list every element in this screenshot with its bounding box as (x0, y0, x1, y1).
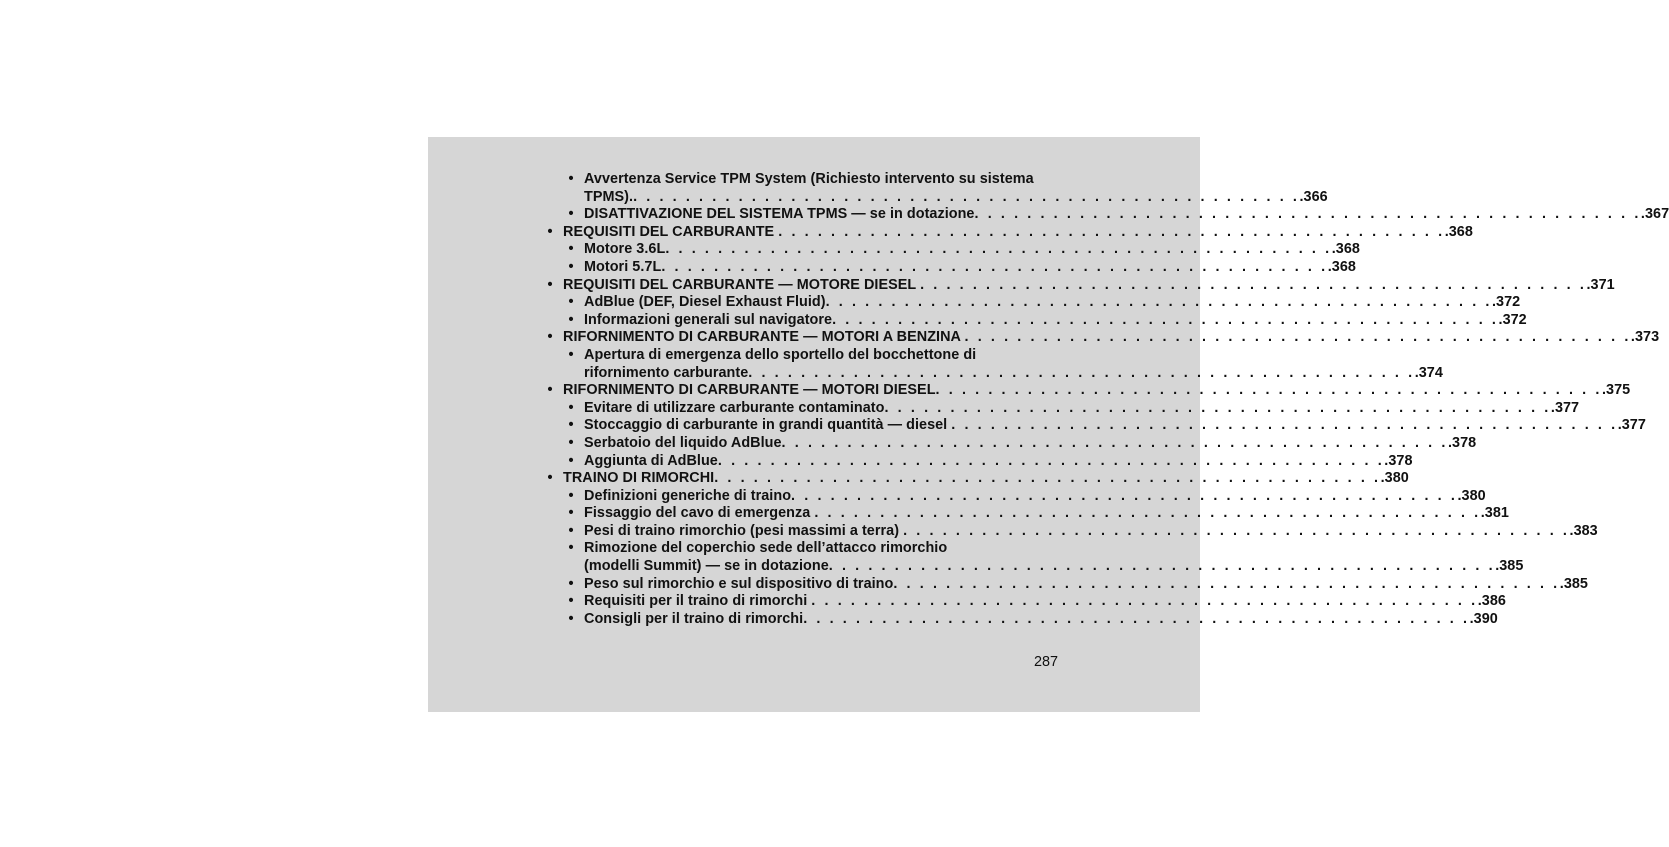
toc-page-ref: .368 (1331, 241, 1360, 258)
toc-entry (543, 223, 1473, 242)
toc-entry-title: REQUISITI DEL CARBURANTE — MOTORE DIESEL (563, 276, 921, 293)
page-number: 287 (1033, 654, 1058, 670)
toc-entry-title: Consigli per il traino di rimorchi (584, 610, 804, 627)
toc-page-ref: .390 (1469, 610, 1498, 627)
bullet-icon: • (568, 593, 574, 610)
toc-entry (543, 487, 1486, 506)
toc-page-ref: .377 (1617, 417, 1646, 434)
bullet-icon: • (568, 294, 574, 311)
toc-entry (543, 294, 1521, 312)
toc-entry (543, 610, 1498, 629)
dot-leader: . . . . . . . . . . . . . . . . . . . . . . . . . . . . . . . . . . . . . . . . . . . . . . . . . . . (951, 417, 1618, 434)
toc-page-ref: .368 (1327, 258, 1356, 275)
bullet-icon: • (568, 346, 574, 363)
toc-entry-title: Definizioni generiche di traino (584, 487, 792, 504)
dot-leader: . . . . . . . . . . . . . . . . . . . . . . . . . . . . . . . . . . . . . . . . . . . . . . . . . . . (791, 487, 1458, 504)
toc-page-ref: .385 (1559, 575, 1588, 592)
toc-page-ref: .381 (1480, 505, 1509, 522)
toc-page-ref: .377 (1550, 399, 1580, 416)
toc-page-ref: .385 (1495, 558, 1524, 575)
toc-page-ref: .380 (1457, 487, 1486, 504)
toc-entry (543, 258, 1356, 277)
toc-entry (543, 171, 1328, 206)
dot-leader: . . . . . . . . . . . . . . . . . . . . . . . . . . . . . . . . . . . . . . . . . . . . . . . . . . . (665, 241, 1332, 258)
toc-page-ref: .383 (1569, 522, 1598, 539)
bullet-icon: • (547, 223, 553, 240)
bullet-icon: • (568, 575, 574, 592)
toc-entry-title: AdBlue (DEF, Diesel Exhaust Fluid) (584, 294, 826, 311)
dot-leader: . . . . . . . . . . . . . . . . . . . . . . . . . . . . . . . . . . . . . . . . . . . . . . . . . . . (832, 311, 1499, 328)
bullet-icon: • (547, 329, 553, 346)
bullet-icon: • (568, 311, 574, 328)
bullet-icon: • (568, 171, 574, 187)
dot-leader: . . . . . . . . . . . . . . . . . . . . . . . . . . . . . . . . . . . . . . . . . . . . . . . . . . . (633, 188, 1300, 205)
bullet-icon: • (547, 276, 553, 293)
toc-entry-title: Aggiunta di AdBlue (584, 452, 718, 469)
toc-entry (543, 575, 1588, 594)
dot-leader: . . . . . . . . . . . . . . . . . . . . . . . . . . . . . . . . . . . . . . . . . . . . . . . . . . . (935, 382, 1602, 399)
dot-leader: . . . . . . . . . . . . . . . . . . . . . . . . . . . . . . . . . . . . . . . . . . . . . . . . . . . (964, 329, 1631, 346)
toc-page-ref: .378 (1384, 452, 1413, 469)
toc-entry-title: Pesi di traino rimorchio (pesi massimi a terra) (584, 522, 904, 539)
toc-entry-title: Apertura di emergenza dello sportello del bocchettone di (584, 346, 977, 363)
toc-entry-title: (modelli Summit) — se in dotazione (584, 558, 829, 575)
toc-entry (543, 329, 1660, 347)
toc-entry-title: RIFORNIMENTO DI CARBURANTE — MOTORI DIESEL (563, 382, 936, 399)
dot-leader: . . . . . . . . . . . . . . . . . . . . . . . . . . . . . . . . . . . . . . . . . . . . . . . . . . . (714, 470, 1381, 487)
bullet-icon: • (568, 434, 574, 451)
dot-leader: . . . . . . . . . . . . . . . . . . . . . . . . . . . . . . . . . . . . . . . . . . . . . . . . . . . (781, 434, 1448, 451)
bullet-icon: • (568, 540, 574, 557)
toc-entry-title: Peso sul rimorchio e sul dispositivo di traino (584, 575, 894, 592)
bullet-icon: • (568, 417, 574, 434)
toc-entry-title: Motore 3.6L (584, 241, 666, 258)
dot-leader: . . . . . . . . . . . . . . . . . . . . . . . . . . . . . . . . . . . . . . . . . . . . . . . . . . . (903, 522, 1570, 539)
dot-leader: . . . . . . . . . . . . . . . . . . . . . . . . . . . . . . . . . . . . . . . . . . . . . . . . . . . (974, 206, 1641, 223)
bullet-icon: • (568, 487, 574, 504)
toc-page-ref: .367 (1640, 206, 1669, 223)
dot-leader: . . . . . . . . . . . . . . . . . . . . . . . . . . . . . . . . . . . . . . . . . . . . . . . . . . . (893, 575, 1560, 592)
toc-page-ref: .380 (1380, 470, 1409, 487)
toc-entry (543, 452, 1413, 471)
bullet-icon: • (568, 399, 574, 416)
toc-page-ref: .378 (1447, 434, 1477, 451)
toc-entry (543, 540, 1524, 575)
table-of-contents (543, 171, 1669, 628)
bullet-icon: • (568, 505, 574, 522)
dot-leader: . . . . . . . . . . . . . . . . . . . . . . . . . . . . . . . . . . . . . . . . . . . . . . . . . . . (717, 452, 1385, 469)
bullet-icon: • (568, 206, 574, 223)
toc-entry (543, 276, 1615, 295)
bullet-icon: • (568, 522, 574, 539)
dot-leader: . . . . . . . . . . . . . . . . . . . . . . . . . . . . . . . . . . . . . . . . . . . . . . . . . . . (920, 276, 1587, 293)
dot-leader: . . . . . . . . . . . . . . . . . . . . . . . . . . . . . . . . . . . . . . . . . . . . . . . . . . . (778, 223, 1445, 240)
toc-entry (543, 417, 1646, 435)
toc-entry-title: RIFORNIMENTO DI CARBURANTE — MOTORI A BENZINA (563, 329, 965, 346)
bullet-icon: • (547, 382, 553, 399)
toc-page-ref: .372 (1498, 311, 1527, 328)
dot-leader: . . . . . . . . . . . . . . . . . . . . . . . . . . . . . . . . . . . . . . . . . . . . . . . . . . . (803, 610, 1470, 627)
toc-entry-title: Motori 5.7L (584, 258, 662, 275)
toc-entry (543, 522, 1598, 541)
dot-leader: . . . . . . . . . . . . . . . . . . . . . . . . . . . . . . . . . . . . . . . . . . . . . . . . . . . (814, 505, 1481, 522)
toc-entry-title: Rimozione del coperchio sede dell’attacco rimorchio (584, 540, 948, 557)
dot-leader: . . . . . . . . . . . . . . . . . . . . . . . . . . . . . . . . . . . . . . . . . . . . . . . . . . . (748, 364, 1415, 381)
toc-entry (543, 505, 1509, 523)
toc-entry (543, 434, 1477, 453)
toc-entry-title: rifornimento carburante (584, 364, 749, 381)
toc-page-ref: .375 (1601, 382, 1631, 399)
toc-page-ref: .373 (1630, 329, 1660, 346)
toc-page-ref: .386 (1477, 593, 1506, 610)
toc-entry-title: TPMS). (584, 188, 634, 205)
page-panel (428, 137, 1669, 712)
toc-entry-title: Serbatoio del liquido AdBlue (584, 434, 782, 451)
toc-entry-title: Avvertenza Service TPM System (Richiesto intervento su sistema (584, 171, 1034, 187)
bullet-icon: • (568, 241, 574, 258)
dot-leader: . . . . . . . . . . . . . . . . . . . . . . . . . . . . . . . . . . . . . . . . . . . . . . . . . . . (825, 294, 1492, 311)
toc-entry-title: DISATTIVAZIONE DEL SISTEMA TPMS — se in dotazione (584, 206, 975, 223)
toc-entry-title: Evitare di utilizzare carburante contaminato (584, 399, 885, 416)
toc-page-ref: .368 (1444, 223, 1473, 240)
dot-leader: . . . . . . . . . . . . . . . . . . . . . . . . . . . . . . . . . . . . . . . . . . . . . . . . . . . (661, 258, 1328, 275)
toc-entry-title: REQUISITI DEL CARBURANTE (563, 223, 779, 240)
toc-entry-title: Stoccaggio di carburante in grandi quantità — diesel (584, 417, 952, 434)
toc-entry (543, 346, 1443, 382)
toc-entry (543, 311, 1527, 330)
toc-entry (543, 470, 1409, 488)
toc-entry (543, 382, 1631, 400)
toc-entry (543, 206, 1669, 224)
toc-page-ref: .374 (1414, 364, 1443, 381)
bullet-icon: • (568, 258, 574, 275)
toc-page-ref: .366 (1299, 188, 1328, 205)
toc-entry-title: Fissaggio del cavo di emergenza (584, 505, 815, 522)
bullet-icon: • (547, 470, 553, 487)
bullet-icon: • (568, 452, 574, 469)
toc-entry (543, 241, 1360, 259)
dot-leader: . . . . . . . . . . . . . . . . . . . . . . . . . . . . . . . . . . . . . . . . . . . . . . . . . . . (828, 558, 1496, 575)
toc-page-ref: .371 (1586, 276, 1615, 293)
toc-entry (543, 593, 1506, 611)
dot-leader: . . . . . . . . . . . . . . . . . . . . . . . . . . . . . . . . . . . . . . . . . . . . . . . . . . . (884, 399, 1551, 416)
toc-entry-title: TRAINO DI RIMORCHI (563, 470, 715, 487)
toc-entry-title: Requisiti per il traino di rimorchi (584, 593, 812, 610)
dot-leader: . . . . . . . . . . . . . . . . . . . . . . . . . . . . . . . . . . . . . . . . . . . . . . . . . . . (811, 593, 1478, 610)
toc-entry-title: Informazioni generali sul navigatore (584, 311, 833, 328)
toc-page-ref: .372 (1492, 294, 1521, 311)
bullet-icon: • (568, 610, 574, 627)
toc-entry (543, 399, 1580, 418)
